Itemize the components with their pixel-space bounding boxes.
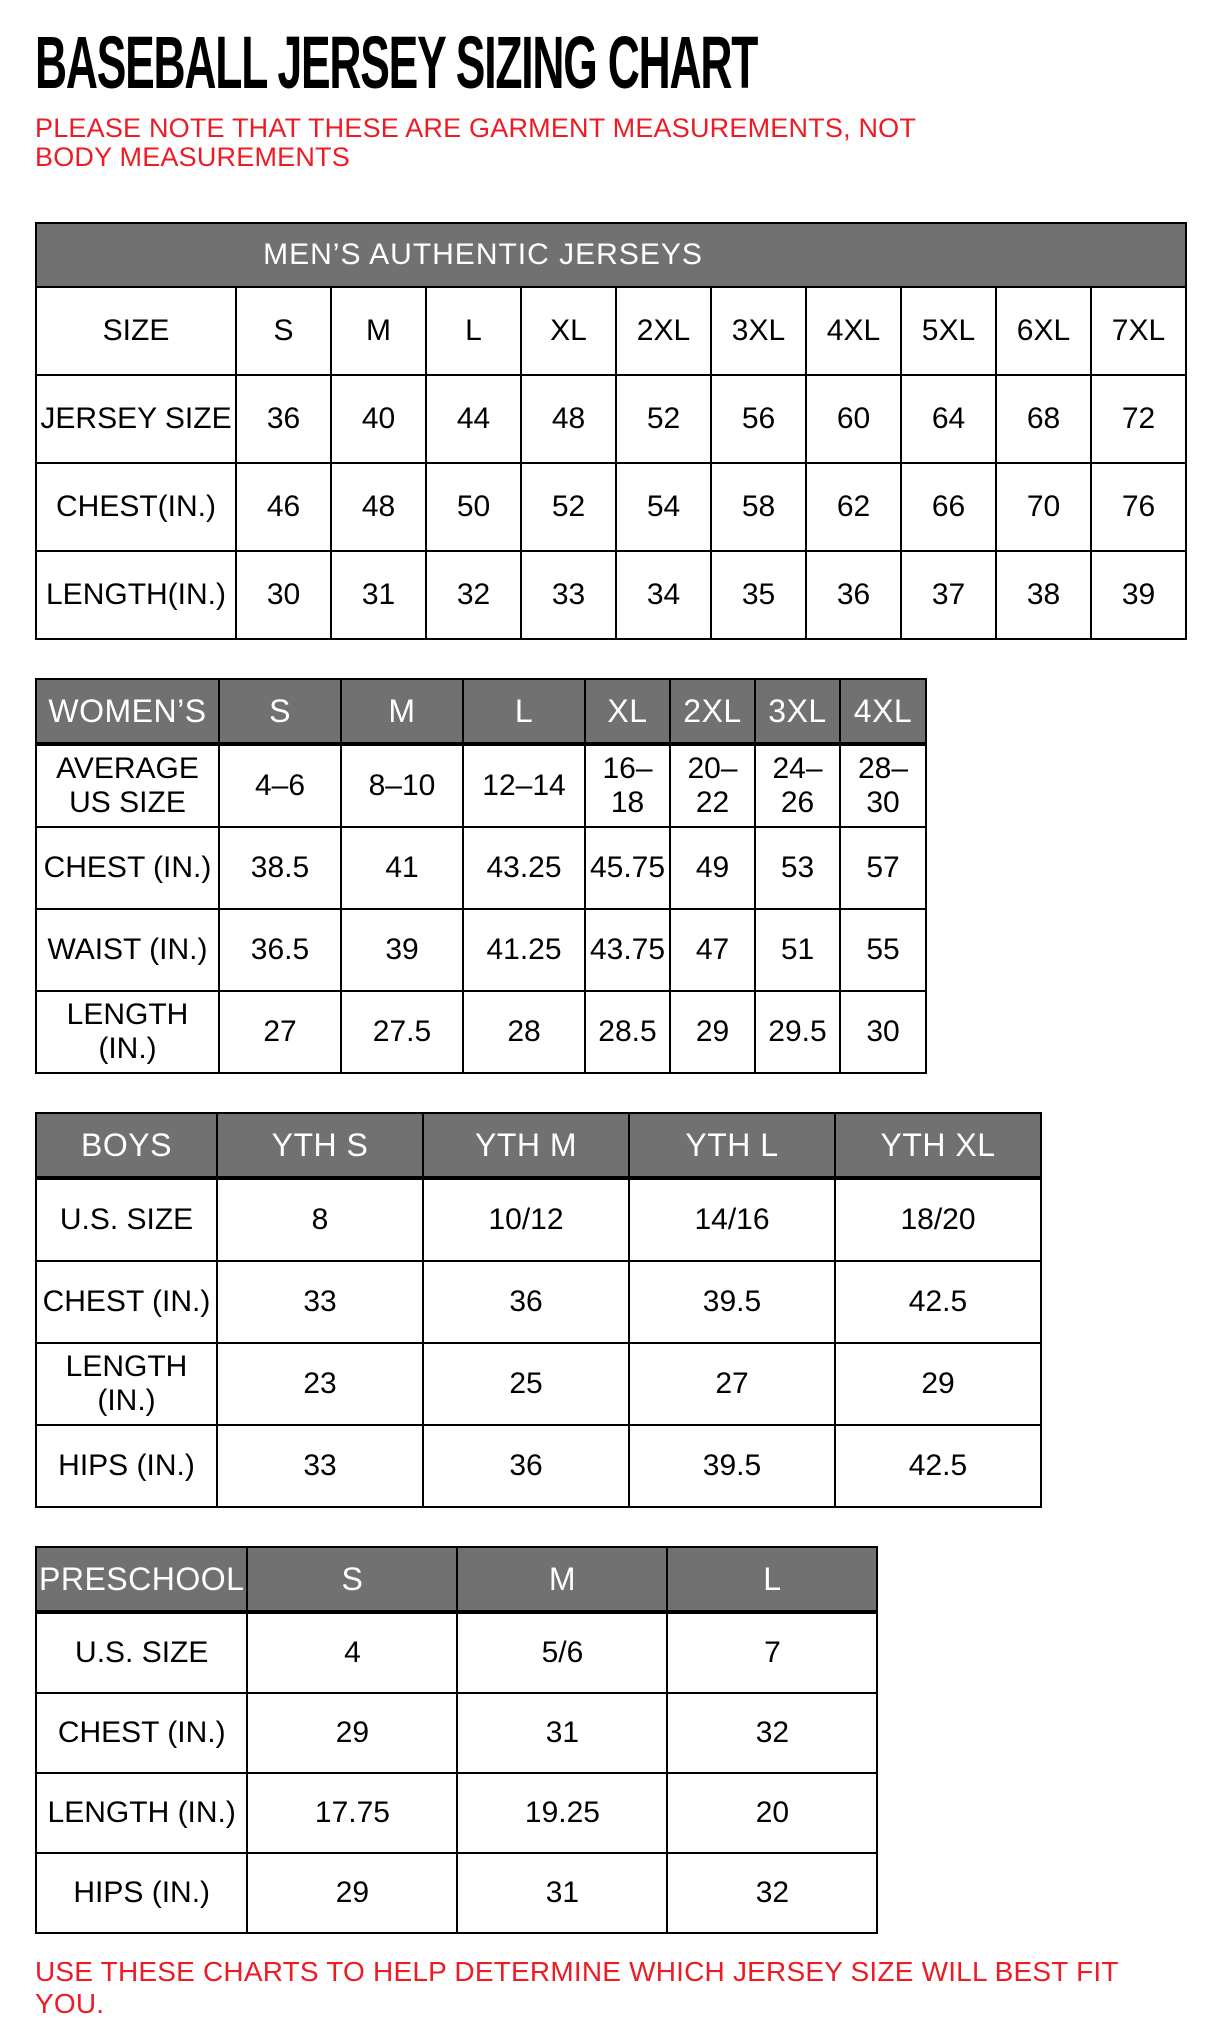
footer-note: USE THESE CHARTS TO HELP DETERMINE WHICH JERSEY SIZE WILL BEST FIT YOU. [35, 1956, 1119, 2020]
column-header: L [463, 679, 585, 744]
cell-value: 27 [629, 1343, 835, 1425]
cell-value: 28 [463, 991, 585, 1073]
cell-value: 29.5 [755, 991, 840, 1073]
cell-value: 31 [457, 1693, 667, 1773]
column-header-row [36, 679, 926, 744]
cell-value: 45.75 [585, 827, 670, 909]
column-header: 4XL [806, 287, 901, 375]
cell-value: 36 [423, 1425, 629, 1507]
cell-value: 57 [840, 827, 926, 909]
cell-value: 36.5 [219, 909, 341, 991]
column-header: M [457, 1547, 667, 1612]
cell-value: 60 [806, 375, 901, 463]
cell-value: 52 [521, 463, 616, 551]
table-row [36, 1425, 1041, 1507]
row-label: LENGTH (IN.) [36, 991, 219, 1073]
cell-value: 25 [423, 1343, 629, 1425]
table-banner-label: MEN’S AUTHENTIC JERSEYS [263, 238, 703, 272]
cell-value: 29 [670, 991, 755, 1073]
cell-value: 44 [426, 375, 521, 463]
cell-value: 29 [247, 1693, 457, 1773]
table-row [36, 1343, 1041, 1425]
column-header: M [341, 679, 463, 744]
cell-value: 39 [341, 909, 463, 991]
column-header-row [36, 1113, 1041, 1178]
table-label-header: SIZE [36, 287, 236, 375]
table-row [36, 375, 1186, 463]
cell-value: 8–10 [341, 744, 463, 827]
row-label: CHEST (IN.) [36, 1261, 217, 1343]
table-row [36, 827, 926, 909]
cell-value: 48 [331, 463, 426, 551]
cell-value: 36 [236, 375, 331, 463]
cell-value: 51 [755, 909, 840, 991]
sizing-table-mens [35, 222, 1187, 640]
cell-value: 47 [670, 909, 755, 991]
column-header: 3XL [755, 679, 840, 744]
cell-value: 28.5 [585, 991, 670, 1073]
row-label: LENGTH (IN.) [36, 1343, 217, 1425]
column-header: 7XL [1091, 287, 1186, 375]
cell-value: 43.75 [585, 909, 670, 991]
cell-value: 12–14 [463, 744, 585, 827]
cell-value: 62 [806, 463, 901, 551]
cell-value: 30 [840, 991, 926, 1073]
row-label: CHEST(IN.) [36, 463, 236, 551]
cell-value: 55 [840, 909, 926, 991]
cell-value: 53 [755, 827, 840, 909]
cell-value: 32 [667, 1853, 877, 1933]
cell-value: 36 [806, 551, 901, 639]
cell-value: 20–22 [670, 744, 755, 827]
cell-value: 38 [996, 551, 1091, 639]
sizing-table-womens [35, 678, 927, 1074]
cell-value: 18/20 [835, 1178, 1041, 1261]
cell-value: 16–18 [585, 744, 670, 827]
cell-value: 39 [1091, 551, 1186, 639]
cell-value: 30 [236, 551, 331, 639]
cell-value: 46 [236, 463, 331, 551]
table-row [36, 1612, 877, 1693]
cell-value: 54 [616, 463, 711, 551]
cell-value: 72 [1091, 375, 1186, 463]
cell-value: 14/16 [629, 1178, 835, 1261]
cell-value: 70 [996, 463, 1091, 551]
cell-value: 34 [616, 551, 711, 639]
cell-value: 42.5 [835, 1425, 1041, 1507]
table-row [36, 1853, 877, 1933]
cell-value: 39.5 [629, 1261, 835, 1343]
table-row [36, 463, 1186, 551]
table-row [36, 1261, 1041, 1343]
row-label: HIPS (IN.) [36, 1425, 217, 1507]
row-label: AVERAGE US SIZE [36, 744, 219, 827]
cell-value: 40 [331, 375, 426, 463]
row-label: CHEST (IN.) [36, 1693, 247, 1773]
column-header-row [36, 287, 1186, 375]
column-header-row [36, 1547, 877, 1612]
column-header: M [331, 287, 426, 375]
row-label: JERSEY SIZE [36, 375, 236, 463]
cell-value: 33 [217, 1261, 423, 1343]
sizing-table-preschool [35, 1546, 878, 1934]
sizing-table-boys [35, 1112, 1042, 1508]
row-label: HIPS (IN.) [36, 1853, 247, 1933]
cell-value: 41.25 [463, 909, 585, 991]
cell-value: 58 [711, 463, 806, 551]
cell-value: 8 [217, 1178, 423, 1261]
column-header: 4XL [840, 679, 926, 744]
column-header: S [219, 679, 341, 744]
cell-value: 52 [616, 375, 711, 463]
row-label: U.S. SIZE [36, 1178, 217, 1261]
cell-value: 10/12 [423, 1178, 629, 1261]
cell-value: 66 [901, 463, 996, 551]
column-header: 2XL [616, 287, 711, 375]
cell-value: 29 [835, 1343, 1041, 1425]
row-label: WAIST (IN.) [36, 909, 219, 991]
cell-value: 64 [901, 375, 996, 463]
cell-value: 31 [457, 1853, 667, 1933]
cell-value: 41 [341, 827, 463, 909]
cell-value: 28–30 [840, 744, 926, 827]
page-title: BASEBALL JERSEY SIZING CHART [35, 21, 758, 104]
cell-value: 23 [217, 1343, 423, 1425]
cell-value: 49 [670, 827, 755, 909]
column-header: 6XL [996, 287, 1091, 375]
cell-value: 24–26 [755, 744, 840, 827]
column-header: S [247, 1547, 457, 1612]
cell-value: 50 [426, 463, 521, 551]
table-row [36, 1693, 877, 1773]
table-row [36, 551, 1186, 639]
cell-value: 37 [901, 551, 996, 639]
cell-value: 38.5 [219, 827, 341, 909]
column-header: XL [521, 287, 616, 375]
column-header: 5XL [901, 287, 996, 375]
cell-value: 33 [521, 551, 616, 639]
cell-value: 48 [521, 375, 616, 463]
table-label-header: WOMEN’S [36, 679, 219, 744]
cell-value: 20 [667, 1773, 877, 1853]
cell-value: 27.5 [341, 991, 463, 1073]
row-label: LENGTH (IN.) [36, 1773, 247, 1853]
cell-value: 42.5 [835, 1261, 1041, 1343]
row-label: U.S. SIZE [36, 1612, 247, 1693]
cell-value: 33 [217, 1425, 423, 1507]
table-row [36, 744, 926, 827]
garment-measurement-note: PLEASE NOTE THAT THESE ARE GARMENT MEASUREMENTS, NOT BODY MEASUREMENTS [35, 113, 916, 173]
table-row [36, 991, 926, 1073]
cell-value: 39.5 [629, 1425, 835, 1507]
cell-value: 4–6 [219, 744, 341, 827]
cell-value: 76 [1091, 463, 1186, 551]
tables [35, 222, 1220, 1934]
cell-value: 68 [996, 375, 1091, 463]
row-label: LENGTH(IN.) [36, 551, 236, 639]
column-header: XL [585, 679, 670, 744]
cell-value: 31 [331, 551, 426, 639]
table-banner [36, 223, 1186, 287]
cell-value: 17.75 [247, 1773, 457, 1853]
cell-value: 56 [711, 375, 806, 463]
column-header: S [236, 287, 331, 375]
cell-value: 32 [667, 1693, 877, 1773]
row-label: CHEST (IN.) [36, 827, 219, 909]
cell-value: 19.25 [457, 1773, 667, 1853]
table-label-header: PRESCHOOL [36, 1547, 247, 1612]
table-row [36, 1178, 1041, 1261]
cell-value: 29 [247, 1853, 457, 1933]
table-row [36, 909, 926, 991]
banner-row [36, 223, 1186, 287]
cell-value: 43.25 [463, 827, 585, 909]
cell-value: 4 [247, 1612, 457, 1693]
column-header: YTH S [217, 1113, 423, 1178]
cell-value: 5/6 [457, 1612, 667, 1693]
cell-value: 32 [426, 551, 521, 639]
column-header: YTH M [423, 1113, 629, 1178]
cell-value: 35 [711, 551, 806, 639]
column-header: YTH L [629, 1113, 835, 1178]
column-header: L [426, 287, 521, 375]
column-header: 2XL [670, 679, 755, 744]
table-row [36, 1773, 877, 1853]
cell-value: 7 [667, 1612, 877, 1693]
cell-value: 36 [423, 1261, 629, 1343]
table-label-header: BOYS [36, 1113, 217, 1178]
column-header: 3XL [711, 287, 806, 375]
column-header: L [667, 1547, 877, 1612]
column-header: YTH XL [835, 1113, 1041, 1178]
cell-value: 27 [219, 991, 341, 1073]
